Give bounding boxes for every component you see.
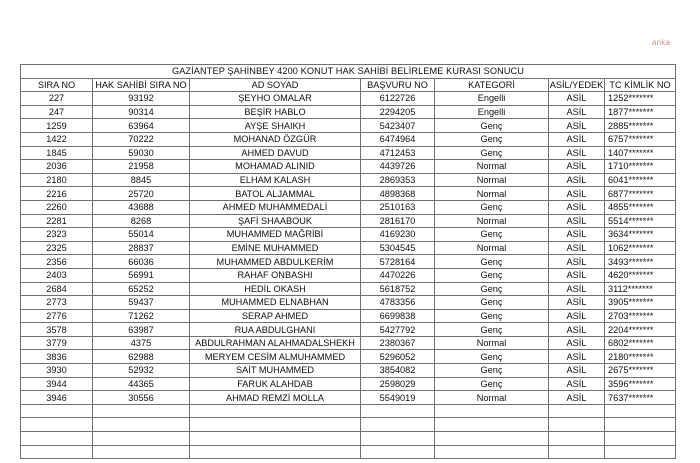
hak-sahibi-sira-no-cell: 43688 [93, 200, 190, 214]
kategori-cell: Engelli [435, 92, 549, 106]
kategori-cell: Normal [435, 187, 549, 201]
ad-soyad-cell: ŞAFİ SHAABOUK [190, 214, 361, 228]
table-row [21, 146, 676, 160]
empty-cell [190, 432, 361, 446]
tc-kimlik-no-cell: 2180******* [605, 350, 676, 364]
asil-yedek-cell: ASİL [549, 282, 605, 296]
kategori-cell: Genç [435, 228, 549, 242]
sira-no-cell: 1422 [21, 132, 93, 146]
kategori-cell: Genç [435, 200, 549, 214]
table-row [21, 214, 676, 228]
asil-yedek-cell: ASİL [549, 200, 605, 214]
asil-yedek-cell: ASİL [549, 336, 605, 350]
kategori-cell: Normal [435, 214, 549, 228]
table-row [21, 132, 676, 146]
asil-yedek-cell: ASİL [549, 268, 605, 282]
basvuru-no-cell: 5549019 [361, 391, 435, 405]
table-row [21, 92, 676, 106]
empty-cell [549, 432, 605, 446]
basvuru-no-cell: 3854082 [361, 364, 435, 378]
asil-yedek-cell: ASİL [549, 255, 605, 269]
hak-sahibi-sira-no-cell: 90314 [93, 105, 190, 119]
tc-kimlik-no-cell: 6757******* [605, 132, 676, 146]
empty-cell [21, 418, 93, 432]
header-sira-no: SIRA NO [21, 78, 93, 92]
sira-no-cell: 2260 [21, 200, 93, 214]
asil-yedek-cell: ASİL [549, 105, 605, 119]
kategori-cell: Normal [435, 173, 549, 187]
ad-soyad-cell: SAİT MUHAMMED [190, 364, 361, 378]
lottery-results-table [20, 64, 676, 459]
table-row [21, 241, 676, 255]
header-kategori: KATEGORİ [435, 78, 549, 92]
asil-yedek-cell: ASİL [549, 391, 605, 405]
sira-no-cell: 3578 [21, 323, 93, 337]
empty-row [21, 445, 676, 459]
kategori-cell: Normal [435, 160, 549, 174]
empty-cell [549, 418, 605, 432]
asil-yedek-cell: ASİL [549, 119, 605, 133]
hak-sahibi-sira-no-cell: 93192 [93, 92, 190, 106]
sira-no-cell: 2773 [21, 296, 93, 310]
hak-sahibi-sira-no-cell: 63987 [93, 323, 190, 337]
basvuru-no-cell: 4439726 [361, 160, 435, 174]
sira-no-cell: 3930 [21, 364, 93, 378]
hak-sahibi-sira-no-cell: 30556 [93, 391, 190, 405]
hak-sahibi-sira-no-cell: 71262 [93, 309, 190, 323]
tc-kimlik-no-cell: 2204******* [605, 323, 676, 337]
ad-soyad-cell: MUHAMMED MAĞRİBİ [190, 228, 361, 242]
kategori-cell: Genç [435, 364, 549, 378]
asil-yedek-cell: ASİL [549, 296, 605, 310]
hak-sahibi-sira-no-cell: 65252 [93, 282, 190, 296]
empty-cell [549, 404, 605, 418]
tc-kimlik-no-cell: 1877******* [605, 105, 676, 119]
table-row [21, 119, 676, 133]
empty-row [21, 404, 676, 418]
empty-cell [435, 445, 549, 459]
kategori-cell: Normal [435, 391, 549, 405]
tc-kimlik-no-cell: 3493******* [605, 255, 676, 269]
sira-no-cell: 2036 [21, 160, 93, 174]
header-hak-sahibi-sira-no: HAK SAHİBİ SIRA NO [93, 78, 190, 92]
ad-soyad-cell: ABDULRAHMAN ALAHMADALSHEKH [190, 336, 361, 350]
table-row [21, 173, 676, 187]
ad-soyad-cell: AYŞE SHAIKH [190, 119, 361, 133]
empty-cell [361, 404, 435, 418]
ad-soyad-cell: ŞEYHO OMALAR [190, 92, 361, 106]
tc-kimlik-no-cell: 3905******* [605, 296, 676, 310]
ad-soyad-cell: AHMED DAVUD [190, 146, 361, 160]
header-row [21, 78, 676, 92]
kategori-cell: Genç [435, 296, 549, 310]
anka-watermark: anka [652, 38, 671, 47]
table-row [21, 323, 676, 337]
asil-yedek-cell: ASİL [549, 350, 605, 364]
sira-no-cell: 2180 [21, 173, 93, 187]
table-row [21, 296, 676, 310]
sira-no-cell: 2281 [21, 214, 93, 228]
asil-yedek-cell: ASİL [549, 241, 605, 255]
basvuru-no-cell: 5618752 [361, 282, 435, 296]
hak-sahibi-sira-no-cell: 4375 [93, 336, 190, 350]
table-row [21, 309, 676, 323]
tc-kimlik-no-cell: 4620******* [605, 268, 676, 282]
table-row [21, 268, 676, 282]
empty-cell [93, 445, 190, 459]
empty-row [21, 432, 676, 446]
basvuru-no-cell: 2294205 [361, 105, 435, 119]
table-row [21, 105, 676, 119]
ad-soyad-cell: MERYEM CESİM ALMUHAMMED [190, 350, 361, 364]
ad-soyad-cell: BEŞİR HABLO [190, 105, 361, 119]
ad-soyad-cell: EMİNE MUHAMMED [190, 241, 361, 255]
sira-no-cell: 3836 [21, 350, 93, 364]
kategori-cell: Genç [435, 119, 549, 133]
kategori-cell: Genç [435, 268, 549, 282]
ad-soyad-cell: MUHAMMED ABDULKERİM [190, 255, 361, 269]
table-row [21, 200, 676, 214]
tc-kimlik-no-cell: 1407******* [605, 146, 676, 160]
kategori-cell: Genç [435, 377, 549, 391]
basvuru-no-cell: 2869353 [361, 173, 435, 187]
sira-no-cell: 2323 [21, 228, 93, 242]
hak-sahibi-sira-no-cell: 21958 [93, 160, 190, 174]
sira-no-cell: 3946 [21, 391, 93, 405]
empty-cell [93, 418, 190, 432]
asil-yedek-cell: ASİL [549, 309, 605, 323]
hak-sahibi-sira-no-cell: 59030 [93, 146, 190, 160]
basvuru-no-cell: 6474964 [361, 132, 435, 146]
empty-cell [605, 418, 676, 432]
sira-no-cell: 247 [21, 105, 93, 119]
hak-sahibi-sira-no-cell: 70222 [93, 132, 190, 146]
header-basvuru-no: BAŞVURU NO [361, 78, 435, 92]
empty-cell [605, 445, 676, 459]
tc-kimlik-no-cell: 6802******* [605, 336, 676, 350]
ad-soyad-cell: HEDİL OKASH [190, 282, 361, 296]
empty-row [21, 418, 676, 432]
ad-soyad-cell: SERAP AHMED [190, 309, 361, 323]
kategori-cell: Genç [435, 255, 549, 269]
ad-soyad-cell: MOHANAD ÖZGÜR [190, 132, 361, 146]
hak-sahibi-sira-no-cell: 62988 [93, 350, 190, 364]
tc-kimlik-no-cell: 2675******* [605, 364, 676, 378]
empty-cell [190, 404, 361, 418]
empty-cell [190, 418, 361, 432]
kategori-cell: Genç [435, 282, 549, 296]
ad-soyad-cell: RUA ABDULGHANI [190, 323, 361, 337]
hak-sahibi-sira-no-cell: 8845 [93, 173, 190, 187]
asil-yedek-cell: ASİL [549, 132, 605, 146]
ad-soyad-cell: MOHAMAD ALINID [190, 160, 361, 174]
basvuru-no-cell: 6122726 [361, 92, 435, 106]
asil-yedek-cell: ASİL [549, 228, 605, 242]
empty-cell [21, 445, 93, 459]
kategori-cell: Engelli [435, 105, 549, 119]
table-body [21, 92, 676, 459]
basvuru-no-cell: 2816170 [361, 214, 435, 228]
empty-cell [435, 432, 549, 446]
sira-no-cell: 3944 [21, 377, 93, 391]
asil-yedek-cell: ASİL [549, 377, 605, 391]
header-ad-soyad: AD SOYAD [190, 78, 361, 92]
empty-cell [361, 418, 435, 432]
hak-sahibi-sira-no-cell: 63964 [93, 119, 190, 133]
basvuru-no-cell: 5728164 [361, 255, 435, 269]
tc-kimlik-no-cell: 4855******* [605, 200, 676, 214]
hak-sahibi-sira-no-cell: 52932 [93, 364, 190, 378]
hak-sahibi-sira-no-cell: 44365 [93, 377, 190, 391]
tc-kimlik-no-cell: 1252******* [605, 92, 676, 106]
basvuru-no-cell: 5296052 [361, 350, 435, 364]
sira-no-cell: 2356 [21, 255, 93, 269]
empty-cell [361, 445, 435, 459]
empty-cell [435, 418, 549, 432]
kategori-cell: Genç [435, 350, 549, 364]
tc-kimlik-no-cell: 1710******* [605, 160, 676, 174]
asil-yedek-cell: ASİL [549, 323, 605, 337]
kategori-cell: Normal [435, 241, 549, 255]
empty-cell [21, 404, 93, 418]
kategori-cell: Genç [435, 309, 549, 323]
kategori-cell: Genç [435, 132, 549, 146]
hak-sahibi-sira-no-cell: 59437 [93, 296, 190, 310]
tc-kimlik-no-cell: 5514******* [605, 214, 676, 228]
tc-kimlik-no-cell: 6041******* [605, 173, 676, 187]
basvuru-no-cell: 2380367 [361, 336, 435, 350]
empty-cell [605, 432, 676, 446]
tc-kimlik-no-cell: 3634******* [605, 228, 676, 242]
tc-kimlik-no-cell: 2885******* [605, 119, 676, 133]
table-row [21, 391, 676, 405]
kategori-cell: Genç [435, 146, 549, 160]
empty-cell [549, 445, 605, 459]
basvuru-no-cell: 5427792 [361, 323, 435, 337]
sira-no-cell: 227 [21, 92, 93, 106]
table-row [21, 336, 676, 350]
ad-soyad-cell: AHMAD REMZİ MOLLA [190, 391, 361, 405]
sira-no-cell: 2325 [21, 241, 93, 255]
header-tc-kimlik-no: TC KİMLİK NO [605, 78, 676, 92]
hak-sahibi-sira-no-cell: 66036 [93, 255, 190, 269]
tc-kimlik-no-cell: 3596******* [605, 377, 676, 391]
tc-kimlik-no-cell: 7637******* [605, 391, 676, 405]
tc-kimlik-no-cell: 3112******* [605, 282, 676, 296]
empty-cell [605, 404, 676, 418]
header-asil-yedek: ASİL/YEDEK [549, 79, 604, 90]
sira-no-cell: 2684 [21, 282, 93, 296]
ad-soyad-cell: MUHAMMED ELNABHAN [190, 296, 361, 310]
ad-soyad-cell: FARUK ALAHDAB [190, 377, 361, 391]
sira-no-cell: 2216 [21, 187, 93, 201]
table-row [21, 350, 676, 364]
table-row [21, 255, 676, 269]
ad-soyad-cell: BATOL ALJAMMAL [190, 187, 361, 201]
basvuru-no-cell: 2510163 [361, 200, 435, 214]
asil-yedek-cell: ASİL [549, 173, 605, 187]
hak-sahibi-sira-no-cell: 56991 [93, 268, 190, 282]
empty-cell [93, 404, 190, 418]
asil-yedek-cell: ASİL [549, 364, 605, 378]
empty-cell [435, 404, 549, 418]
asil-yedek-cell: ASİL [549, 160, 605, 174]
table-row [21, 282, 676, 296]
empty-cell [93, 432, 190, 446]
basvuru-no-cell: 4898368 [361, 187, 435, 201]
basvuru-no-cell: 4712453 [361, 146, 435, 160]
hak-sahibi-sira-no-cell: 25720 [93, 187, 190, 201]
asil-yedek-cell: ASİL [549, 146, 605, 160]
sira-no-cell: 2776 [21, 309, 93, 323]
table-row [21, 377, 676, 391]
asil-yedek-cell: ASİL [549, 214, 605, 228]
sira-no-cell: 2403 [21, 268, 93, 282]
ad-soyad-cell: ELHAM KALASH [190, 173, 361, 187]
basvuru-no-cell: 5423407 [361, 119, 435, 133]
asil-yedek-cell: ASİL [549, 187, 605, 201]
ad-soyad-cell: AHMED MUHAMMEDALİ [190, 200, 361, 214]
sira-no-cell: 1259 [21, 119, 93, 133]
empty-cell [21, 432, 93, 446]
hak-sahibi-sira-no-cell: 55014 [93, 228, 190, 242]
table-title: GAZİANTEP ŞAHİNBEY 4200 KONUT HAK SAHİBİ BELİRLEME KURASI SONUCU [21, 65, 676, 79]
basvuru-no-cell: 6699838 [361, 309, 435, 323]
basvuru-no-cell: 4169230 [361, 228, 435, 242]
sira-no-cell: 3779 [21, 336, 93, 350]
tc-kimlik-no-cell: 2703******* [605, 309, 676, 323]
table-row [21, 364, 676, 378]
tc-kimlik-no-cell: 6877******* [605, 187, 676, 201]
ad-soyad-cell: RAHAF ONBASHI [190, 268, 361, 282]
basvuru-no-cell: 4470226 [361, 268, 435, 282]
empty-cell [361, 432, 435, 446]
sira-no-cell: 1845 [21, 146, 93, 160]
basvuru-no-cell: 5304545 [361, 241, 435, 255]
table-row [21, 228, 676, 242]
table-row [21, 160, 676, 174]
empty-cell [190, 445, 361, 459]
kategori-cell: Genç [435, 323, 549, 337]
hak-sahibi-sira-no-cell: 8268 [93, 214, 190, 228]
basvuru-no-cell: 4783356 [361, 296, 435, 310]
table-row [21, 187, 676, 201]
tc-kimlik-no-cell: 1062******* [605, 241, 676, 255]
hak-sahibi-sira-no-cell: 28837 [93, 241, 190, 255]
kategori-cell: Normal [435, 336, 549, 350]
basvuru-no-cell: 2598029 [361, 377, 435, 391]
asil-yedek-cell: ASİL [549, 92, 605, 106]
